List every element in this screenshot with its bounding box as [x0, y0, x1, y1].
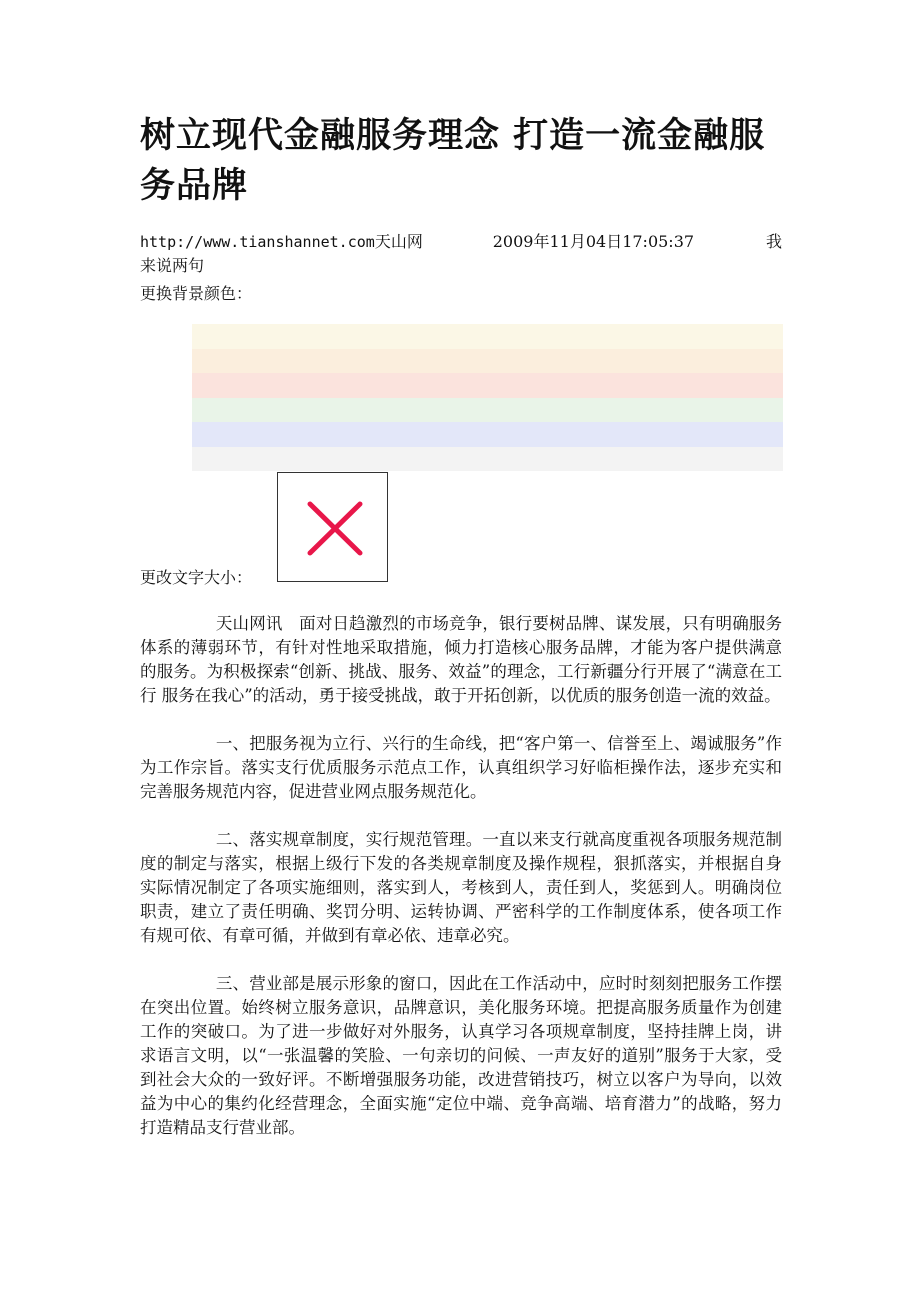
article-meta	[140, 230, 782, 278]
broken-image-x-icon[interactable]	[277, 472, 388, 582]
paragraph-1: 一、把服务视为立行、兴行的生命线，把“客户第一、信誉至上、竭诚服务”作为工作宗旨。落实支行优质服务示范点工作，认真组织学习好临柜操作法，逐步充实和完善服务规范内容，促进营业网点服务规范化。	[140, 734, 782, 801]
source-name: 天山网	[374, 232, 423, 251]
bg-swatch-peach[interactable]	[192, 349, 783, 374]
paragraph-intro: 天山网讯 面对日趋激烈的市场竞争，银行要树品牌、谋发展，只有明确服务体系的薄弱环节，有针对性地采取措施，倾力打造核心服务品牌，才能为客户提供满意的服务。为积极探索“创新、挑战、服务、效益”的理念，工行新疆分行开展了“满意在工行 服务在我心”的活动，勇于接受挑战，敢于开拓创新，以优质的服务创造一流的效益。	[140, 614, 782, 705]
article-body	[140, 612, 782, 1164]
bg-swatch-blue[interactable]	[192, 422, 783, 447]
paragraph-3: 三、营业部是展示形象的窗口，因此在工作活动中，应时时刻刻把服务工作摆在突出位置。始终树立服务意识，品牌意识，美化服务环境。把提高服务质量作为创建工作的突破口。为了进一步做好对外服务，认真学习各项规章制度，坚持挂牌上岗，讲求语言文明，以“一张温馨的笑脸、一句亲切的问候、一声友好的道别”服务于大家，受到社会大众的一致好评。不断增强服务功能，改进营销技巧，树立以客户为导向，以效益为中心的集约化经营理念，全面实施“定位中端、竞争高端、培育潜力”的战略，努力打造精品支行营业部。	[140, 974, 782, 1137]
publish-date: 2009年11月04日17:05:37	[492, 232, 695, 251]
bg-swatch-cream[interactable]	[192, 324, 783, 349]
comment-link-continued[interactable]: 来说两句	[140, 256, 205, 275]
bg-swatch-pink[interactable]	[192, 373, 783, 398]
bg-swatch-green[interactable]	[192, 398, 783, 423]
font-size-label: 更改文字大小：	[140, 568, 253, 587]
article-title: 树立现代金融服务理念 打造一流金融服务品牌	[140, 116, 766, 206]
paragraph-2: 二、落实规章制度，实行规范管理。一直以来支行就高度重视各项服务规范制度的制定与落实，根据上级行下发的各类规章制度及操作规程，狠抓落实，并根据自身实际情况制定了各项实施细则，落实到人，考核到人，责任到人，奖惩到人。明确岗位职责，建立了责任明确、奖罚分明、运转协调、严密科学的工作制度体系，使各项工作有规可依、有章可循，并做到有章必依、违章必究。	[140, 830, 782, 945]
source-url-link[interactable]: http://www.tianshannet.com	[140, 233, 375, 251]
bg-swatch-gray[interactable]	[192, 447, 783, 472]
bg-color-label: 更换背景颜色：	[140, 284, 253, 303]
bg-color-swatches	[192, 324, 783, 471]
comment-link[interactable]: 我	[765, 232, 782, 251]
